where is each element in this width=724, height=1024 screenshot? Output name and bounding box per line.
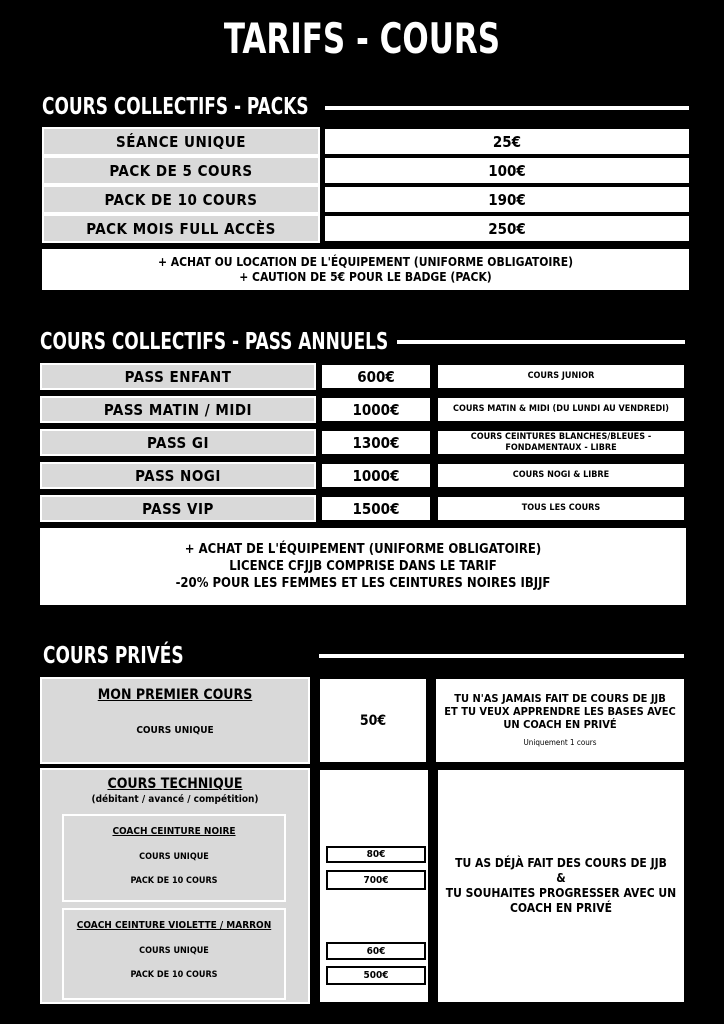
premier-cours-desc: [434, 677, 686, 764]
pass-label: PASS NOGI: [40, 462, 316, 489]
annuels-note-line: + ACHAT DE L'ÉQUIPEMENT (UNIFORME OBLIGATOIRE): [184, 542, 542, 557]
section-rule: [319, 654, 684, 658]
pack-price: 190€: [323, 185, 691, 214]
pass-label: PASS VIP: [40, 495, 316, 522]
pass-price: 1000€: [320, 396, 432, 423]
cours-technique-desc: [436, 768, 686, 1004]
price-noire-unique: 80€: [326, 846, 426, 863]
annuels-note-line: -20% POUR LES FEMMES ET LES CEINTURES NOIRES IBJJF: [175, 576, 551, 591]
coach-violette-unique: COURS UNIQUE: [139, 946, 209, 956]
coach-violette-pack: PACK DE 10 COURS: [130, 970, 218, 980]
pack-price: 100€: [323, 156, 691, 185]
pack-label: PACK DE 5 COURS: [42, 156, 320, 185]
technique-desc-line: TU AS DÉJÀ FAIT DES COURS DE JJB: [455, 856, 667, 870]
premier-desc-line: ET TU VEUX APPRENDRE LES BASES AVEC: [444, 705, 676, 718]
coach-noire-title: COACH CEINTURE NOIRE: [112, 826, 236, 837]
technique-desc-line: COACH EN PRIVÉ: [510, 901, 612, 915]
pack-price: 250€: [323, 214, 691, 243]
cours-technique-subtitle: (débitant / avancé / compétition): [91, 794, 259, 805]
pass-price: 1500€: [320, 495, 432, 522]
annuels-note-line: LICENCE CFJJB COMPRISE DANS LE TARIF: [229, 559, 497, 574]
technique-desc-line: TU SOUHAITES PROGRESSER AVEC UN: [445, 886, 677, 900]
page-title: TARIFS - COURS: [223, 14, 501, 63]
cours-technique-box: [40, 768, 310, 1004]
pass-label: PASS GI: [40, 429, 316, 456]
pass-desc: COURS CEINTURES BLANCHES/BLEUES - FONDAMENTAUX - LIBRE: [436, 429, 686, 456]
price-violette-pack: 500€: [326, 966, 426, 985]
premier-desc-line: UN COACH EN PRIVÉ: [503, 718, 617, 731]
premier-cours-title: MON PREMIER COURS: [97, 687, 253, 703]
pack-label: PACK DE 10 COURS: [42, 185, 320, 214]
annuels-note: [40, 528, 686, 605]
coach-noire-pack: PACK DE 10 COURS: [130, 876, 218, 886]
premier-desc-small: Uniquement 1 cours: [523, 738, 597, 747]
pass-price: 1300€: [320, 429, 432, 456]
pass-desc: COURS MATIN & MIDI (DU LUNDI AU VENDREDI): [436, 396, 686, 423]
premier-desc-line: TU N'AS JAMAIS FAIT DE COURS DE JJB: [454, 692, 666, 705]
section-rule: [397, 340, 685, 344]
premier-cours-price: 50€: [318, 677, 428, 764]
pass-label: PASS ENFANT: [40, 363, 316, 390]
cours-technique-prices: [318, 768, 430, 1004]
pack-price: 25€: [323, 127, 691, 156]
pass-desc: TOUS LES COURS: [436, 495, 686, 522]
pass-price: 600€: [320, 363, 432, 390]
price-noire-pack: 700€: [326, 870, 426, 890]
technique-desc-line: &: [556, 871, 566, 885]
packs-note: [42, 249, 689, 290]
section-rule: [325, 106, 689, 110]
packs-note-line: + ACHAT OU LOCATION DE L'ÉQUIPEMENT (UNIFORME OBLIGATOIRE): [157, 254, 574, 269]
section-heading-annuels: COURS COLLECTIFS - PASS ANNUELS: [40, 329, 389, 355]
coach-noire-box: [62, 814, 286, 902]
pack-label: PACK MOIS FULL ACCÈS: [42, 214, 320, 243]
premier-cours-sub: COURS UNIQUE: [136, 725, 214, 736]
premier-cours-box: [40, 677, 310, 764]
pass-price: 1000€: [320, 462, 432, 489]
section-heading-packs: COURS COLLECTIFS - PACKS: [42, 94, 309, 120]
packs-note-line: + CAUTION DE 5€ POUR LE BADGE (PACK): [239, 269, 492, 284]
coach-violette-title: COACH CEINTURE VIOLETTE / MARRON: [76, 920, 272, 931]
pack-label: SÉANCE UNIQUE: [42, 127, 320, 156]
pass-desc: COURS NOGI & LIBRE: [436, 462, 686, 489]
section-heading-prives: COURS PRIVÉS: [43, 643, 184, 669]
coach-violette-box: [62, 908, 286, 1000]
coach-noire-unique: COURS UNIQUE: [139, 852, 209, 862]
cours-technique-title: COURS TECHNIQUE: [107, 776, 243, 792]
pass-label: PASS MATIN / MIDI: [40, 396, 316, 423]
pass-desc: COURS JUNIOR: [436, 363, 686, 390]
price-violette-unique: 60€: [326, 942, 426, 960]
